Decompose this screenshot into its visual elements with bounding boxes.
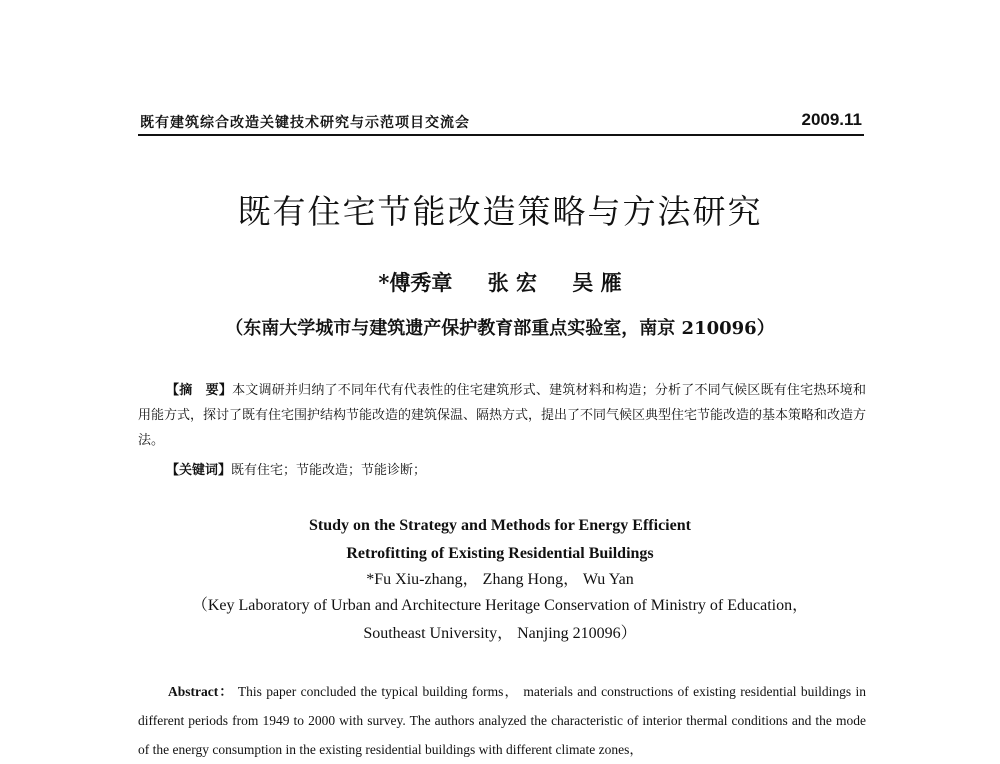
author-list [0,267,1000,297]
abstract-cn [138,378,866,453]
keywords-cn-text: 既有住宅；节能改造；节能诊断； [231,463,427,478]
keywords-cn-label: 【关键词】 [166,463,232,478]
abstract-en-label: Abstract： [168,684,234,699]
keywords-cn [166,459,426,478]
english-affiliation-line-2: Southeast University， Nanjing 210096） [363,625,637,642]
abstract-cn-text: 本文调研并归纳了不同年代有代表性的住宅建筑形式、建筑材料和构造；分析了不同气候区既有住宅热环境和用能方式，探讨了既有住宅围护结构节能改造的建筑保温、隔热方式，提出了不同气候区典型住宅节能改造的基本策略和改造方法。 [138,383,867,448]
author-2: 张 宏 [487,270,537,295]
author-1: *傅秀章 [378,270,453,295]
english-title-line-2: Retrofitting of Existing Residential Buildings [346,545,654,562]
abstract-cn-label: 【摘 要】 [166,383,233,398]
running-header-date: 2009.11 [801,110,862,129]
english-authors: *Fu Xiu-zhang， Zhang Hong， Wu Yan [366,571,634,588]
author-affiliation: （东南大学城市与建筑遗产保护教育部重点实验室，南京 210096） [225,318,775,339]
abstract-en [138,677,866,764]
english-affiliation [0,592,1000,648]
header-divider [138,134,864,136]
author-3: 吴 雁 [572,270,622,295]
english-title-line-1: Study on the Strategy and Methods for Energy Efficient [309,517,691,534]
paper-title: 既有住宅节能改造策略与方法研究 [237,192,763,231]
english-affiliation-line-1: （Key Laboratory of Urban and Architecture Heritage Conservation of Ministry of Education， [191,597,809,614]
running-header-journal: 既有建筑综合改造关键技术研究与示范项目交流会 [140,115,470,131]
english-title [0,512,1000,568]
abstract-en-text: This paper concluded the typical building forms， materials and constructions of existing residential buildings in different periods from 1949 to 2000 with survey. The authors analyzed the characteristic of interior thermal conditions and the mode of the energy consumption in the existing residential buildings with different climate zones， [138,684,866,757]
